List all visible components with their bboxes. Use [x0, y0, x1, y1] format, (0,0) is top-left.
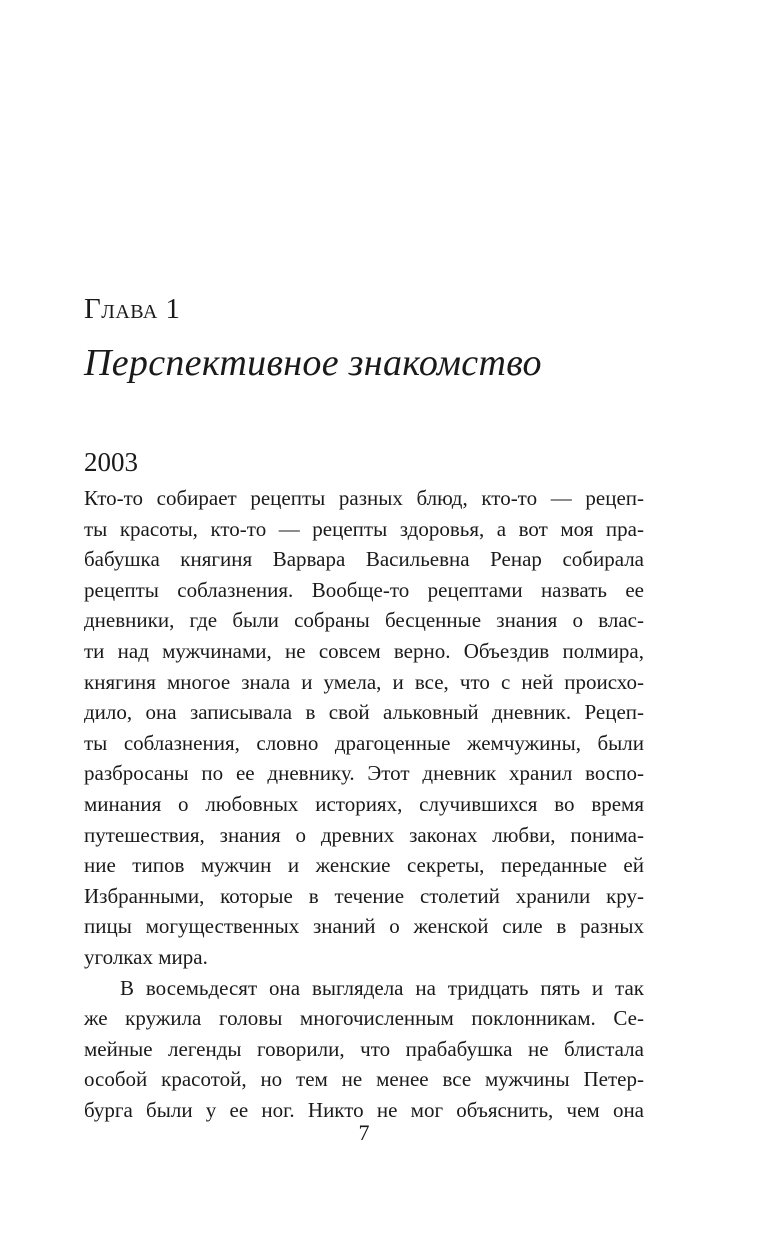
text-line: мейные легенды говорили, что прабабушка не блистала: [84, 1036, 644, 1061]
text-line: особой красотой, но тем не менее все мужчины Петер-: [84, 1067, 644, 1092]
text-line: бабушка княгиня Варвара Васильевна Ренар собирала: [84, 547, 644, 572]
text-line: Избранными, которые в течение столетий хранили кру-: [84, 883, 644, 908]
paragraph-1: [84, 483, 644, 973]
text-line: ты соблазнения, словно драгоценные жемчужины, были: [84, 730, 644, 755]
paragraph-2: [84, 973, 644, 1126]
text-line: минания о любовных историях, случившихся во время: [84, 791, 644, 816]
chapter-label: [84, 292, 181, 326]
text-line: ти над мужчинами, не совсем верно. Объездив полмира,: [84, 638, 644, 663]
text-line: ние типов мужчин и женские секреты, переданные ей: [84, 853, 644, 878]
text-line: пицы могущественных знаний о женской силе в разных: [84, 914, 644, 939]
body-text: [84, 483, 644, 1125]
text-line: же кружила головы многочисленным поклонникам. Се-: [84, 1006, 644, 1031]
text-line: дневники, где были собраны бесценные знания о влас-: [84, 608, 644, 633]
text-line: путешествия, знания о древних законах любви, понима-: [84, 822, 644, 847]
text-line: разбросаны по ее дневнику. Этот дневник хранил воспо-: [84, 761, 644, 786]
text-line: В восемьдесят она выглядела на тридцать пять и так: [120, 975, 644, 1000]
page-number: 7: [358, 1120, 370, 1145]
chapter-title: Перспективное знакомство: [84, 342, 542, 384]
section-year-heading: 2003: [84, 447, 138, 477]
text-line: уголках мира.: [84, 944, 208, 969]
chapter-label-text: Глава 1: [84, 293, 181, 325]
text-line: ты красоты, кто-то — рецепты здоровья, а вот моя пра-: [84, 516, 644, 541]
text-line: бурга были у ее ног. Никто не мог объяснить, чем она: [84, 1097, 644, 1122]
text-line: Кто-то собирает рецепты разных блюд, кто-то — рецеп-: [84, 486, 644, 510]
text-line: рецепты соблазнения. Вообще-то рецептами назвать ее: [84, 577, 644, 602]
text-line: дило, она записывала в свой альковный дневник. Рецеп-: [84, 700, 644, 725]
text-line: княгиня многое знала и умела, и все, что с ней происхо-: [84, 669, 644, 694]
